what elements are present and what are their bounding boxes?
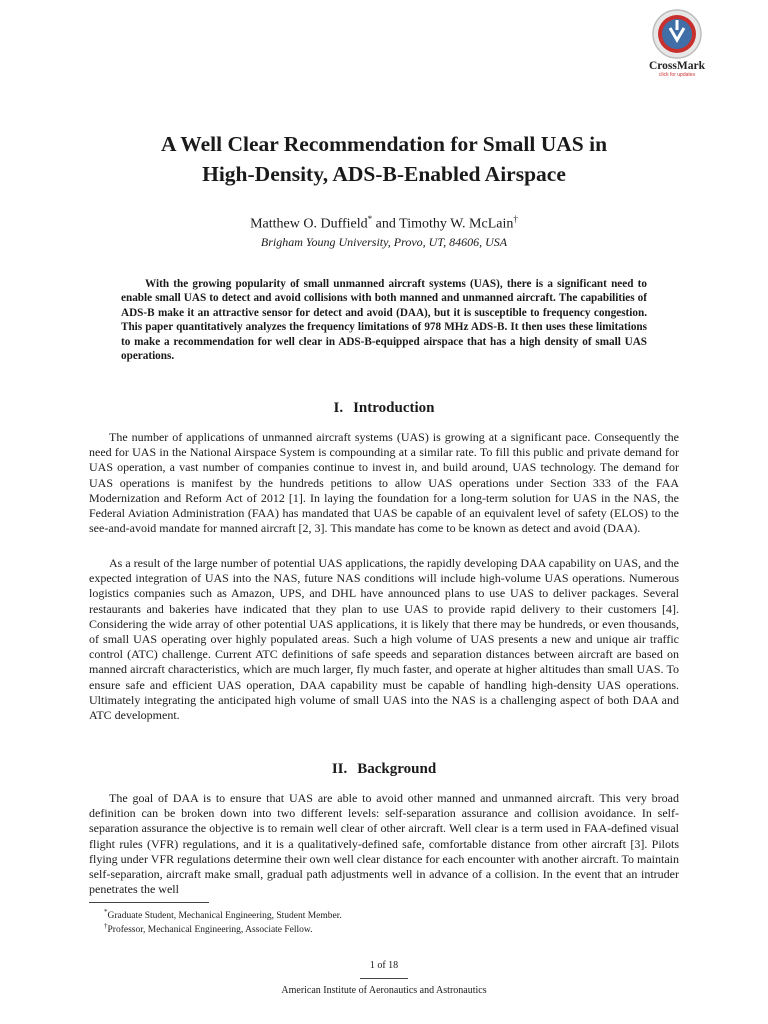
- paper-title-line-1: A Well Clear Recommendation for Small UAS in: [160, 132, 608, 156]
- crossmark-badge[interactable]: [637, 8, 717, 78]
- section-heading-background: [60, 760, 708, 778]
- paper-title: [60, 129, 708, 189]
- crossmark-subtitle: click for updates: [658, 72, 696, 78]
- footnote-2: [104, 920, 313, 936]
- publisher-footer: American Institute of Aeronautics and Astronautics: [281, 985, 487, 996]
- abstract: With the growing popularity of small unmanned aircraft systems (UAS), there is a significant need to enable small UAS to detect and avoid collisions with both manned and unmanned aircraft. The capabilities of ADS-B make it an attractive sensor for detect and avoid (DAA), but it is susceptible to frequency congestion. This paper quantitatively analyzes the frequency limitations of 978 MHz ADS-B. It then uses these limitations to make a recommendation for well clear in ADS-B-equipped airspace that has a high density of small UAS operations.: [121, 278, 647, 363]
- intro-paragraph-2: As a result of the large number of potential UAS applications, the rapidly developing DAA capability on UAS, and the expected integration of UAS into the NAS, future NAS conditions will include high-volume UAS operations. Numerous logistics companies such as Amazon, UPS, and DHL have announced plans to use UAS to deliver packages. Several restaurants and bakeries have indicated that they plan to use UAS to provide rapid delivery to their customers [4]. Considering the wide array of other potential UAS applications, it is likely that there may be hundreds, or even thousands, of small UAS operating over highly populated areas. Such a high volume of UAS presents a new and unique air traffic control (ATC) challenge. Current ATC definitions of safe speeds and separation distances between aircraft are based on manned aircraft characteristics, which are much larger, fly much faster, and operate at higher altitudes than small UAS. To ensure safe and efficient UAS operation, DAA capability must be capable of handling high-density UAS operations. Ultimately integrating the anticipated high volume of small UAS into the NAS is a challenging aspect of both DAA and ATC development.: [89, 556, 679, 723]
- section-number: II.: [331, 761, 348, 777]
- background-paragraph-1: The goal of DAA is to ensure that UAS are able to avoid other manned and unmanned aircraft. This very broad definition can be broken down into two different levels: self-separation assurance and collision avoidance. In self-separation assurance the objective is to remain well clear of other aircraft. Well clear is a term used in FAA-defined visual flight rules (VFR) regulations, and it is a qualitatively-defined safe, comfortable distance from other aircraft [3]. Pilots flying under VFR regulations determine their own well clear distance for each encounter with another aircraft. To maintain self-separation, aircraft make small, gradual path adjustments well in advance of a collision. In the event that an intruder penetrates the well: [89, 791, 679, 897]
- author-duffield: Matthew O. Duffield: [250, 216, 368, 232]
- footnote-mark: †: [104, 922, 108, 930]
- section-title: Background: [357, 761, 437, 777]
- section-number: I.: [333, 400, 344, 416]
- author-mclain-footnote-mark[interactable]: †: [513, 214, 518, 224]
- author-duffield-footnote-mark[interactable]: *: [367, 214, 373, 224]
- crossmark-label: CrossMark: [648, 60, 705, 72]
- footer-divider: [360, 978, 408, 979]
- page-number: 1 of 18: [369, 960, 399, 971]
- footnote-divider: [89, 902, 209, 903]
- footnote-text: Professor, Mechanical Engineering, Associate Fellow.: [107, 925, 313, 936]
- paper-title-line-2: High-Density, ADS-B-Enabled Airspace: [202, 162, 566, 186]
- author-list: [60, 210, 708, 234]
- author-mclain: Timothy W. McLain: [399, 216, 514, 232]
- affiliation: Brigham Young University, Provo, UT, 84606, USA: [260, 235, 508, 249]
- section-heading-introduction: [60, 399, 708, 417]
- section-title: Introduction: [353, 400, 435, 416]
- crossmark-icon: [651, 8, 703, 60]
- author-conjunction: and: [372, 216, 400, 232]
- intro-paragraph-1: The number of applications of unmanned aircraft systems (UAS) is growing at a significant pace. Consequently the need for UAS in the National Airspace System is compounding at a similar rate. To fill this public and private demand for UAS operation, a vast number of companies continue to invest in, and build around, UAS technology. The demand for UAS operations is manifest by the hundreds petitions to allow UAS operations under Section 333 of the FAA Modernization and Reform Act of 2012 [1]. In laying the foundation for a long-term solution for UAS in the NAS, the Federal Aviation Administration (FAA) has mandated that UAS be capable of an equivalent level of safety (ELOS) to the see-and-avoid mandate for manned aircraft [2, 3]. This mandate has come to be known as detect and avoid (DAA).: [89, 430, 679, 536]
- footnote-text: Graduate Student, Mechanical Engineering, Student Member.: [107, 911, 342, 922]
- footnote-mark: *: [104, 908, 108, 916]
